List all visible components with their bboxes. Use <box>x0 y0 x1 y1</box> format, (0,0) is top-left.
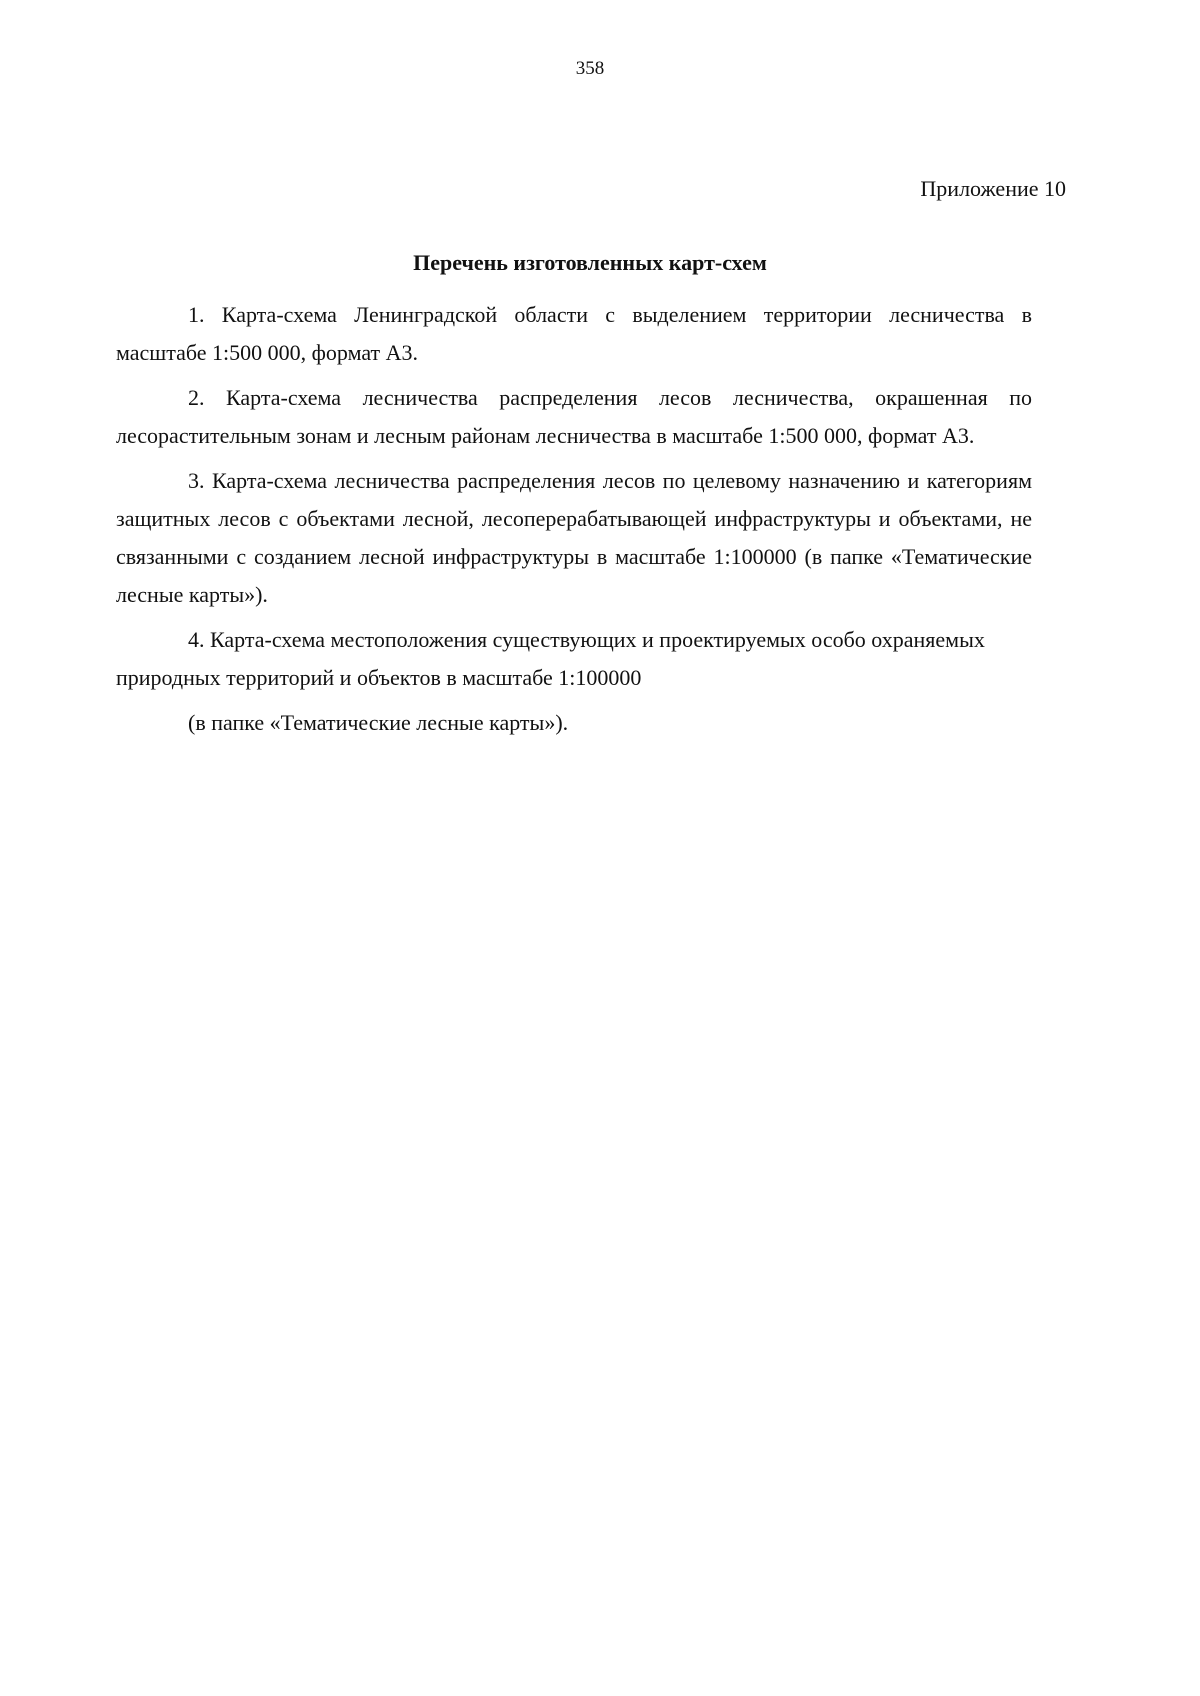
map-list <box>116 296 1032 749</box>
appendix-label: Приложение 10 <box>920 176 1066 201</box>
page-number: 358 <box>575 58 605 79</box>
list-item-1: 1. Карта-схема Ленинградской области с выделением территории лесничества в масштабе 1:500 000, формат А3. <box>116 302 1032 365</box>
list-item-2: 2. Карта-схема лесничества распределения лесов лесничества, окрашенная по лесорастительным зонам и лесным районам лесничества в масштабе 1:500 000, формат А3. <box>116 385 1032 448</box>
document-title: Перечень изготовленных карт-схем <box>413 250 767 275</box>
list-item-4-note: (в папке «Тематические лесные карты»). <box>188 710 569 735</box>
list-item-3: 3. Карта-схема лесничества распределения лесов по целевому назначению и категориям защитных лесов с объектами лесной, лесоперерабатывающей инфраструктуры и объектами, не связанными с созданием лесной инфраструктуры в масштабе 1:100000 (в папке «Тематические лесные карты»). <box>116 468 1032 607</box>
list-item-4: 4. Карта-схема местоположения существующих и проектируемых особо охраняемых природных территорий и объектов в масштабе 1:100000 <box>116 627 985 690</box>
